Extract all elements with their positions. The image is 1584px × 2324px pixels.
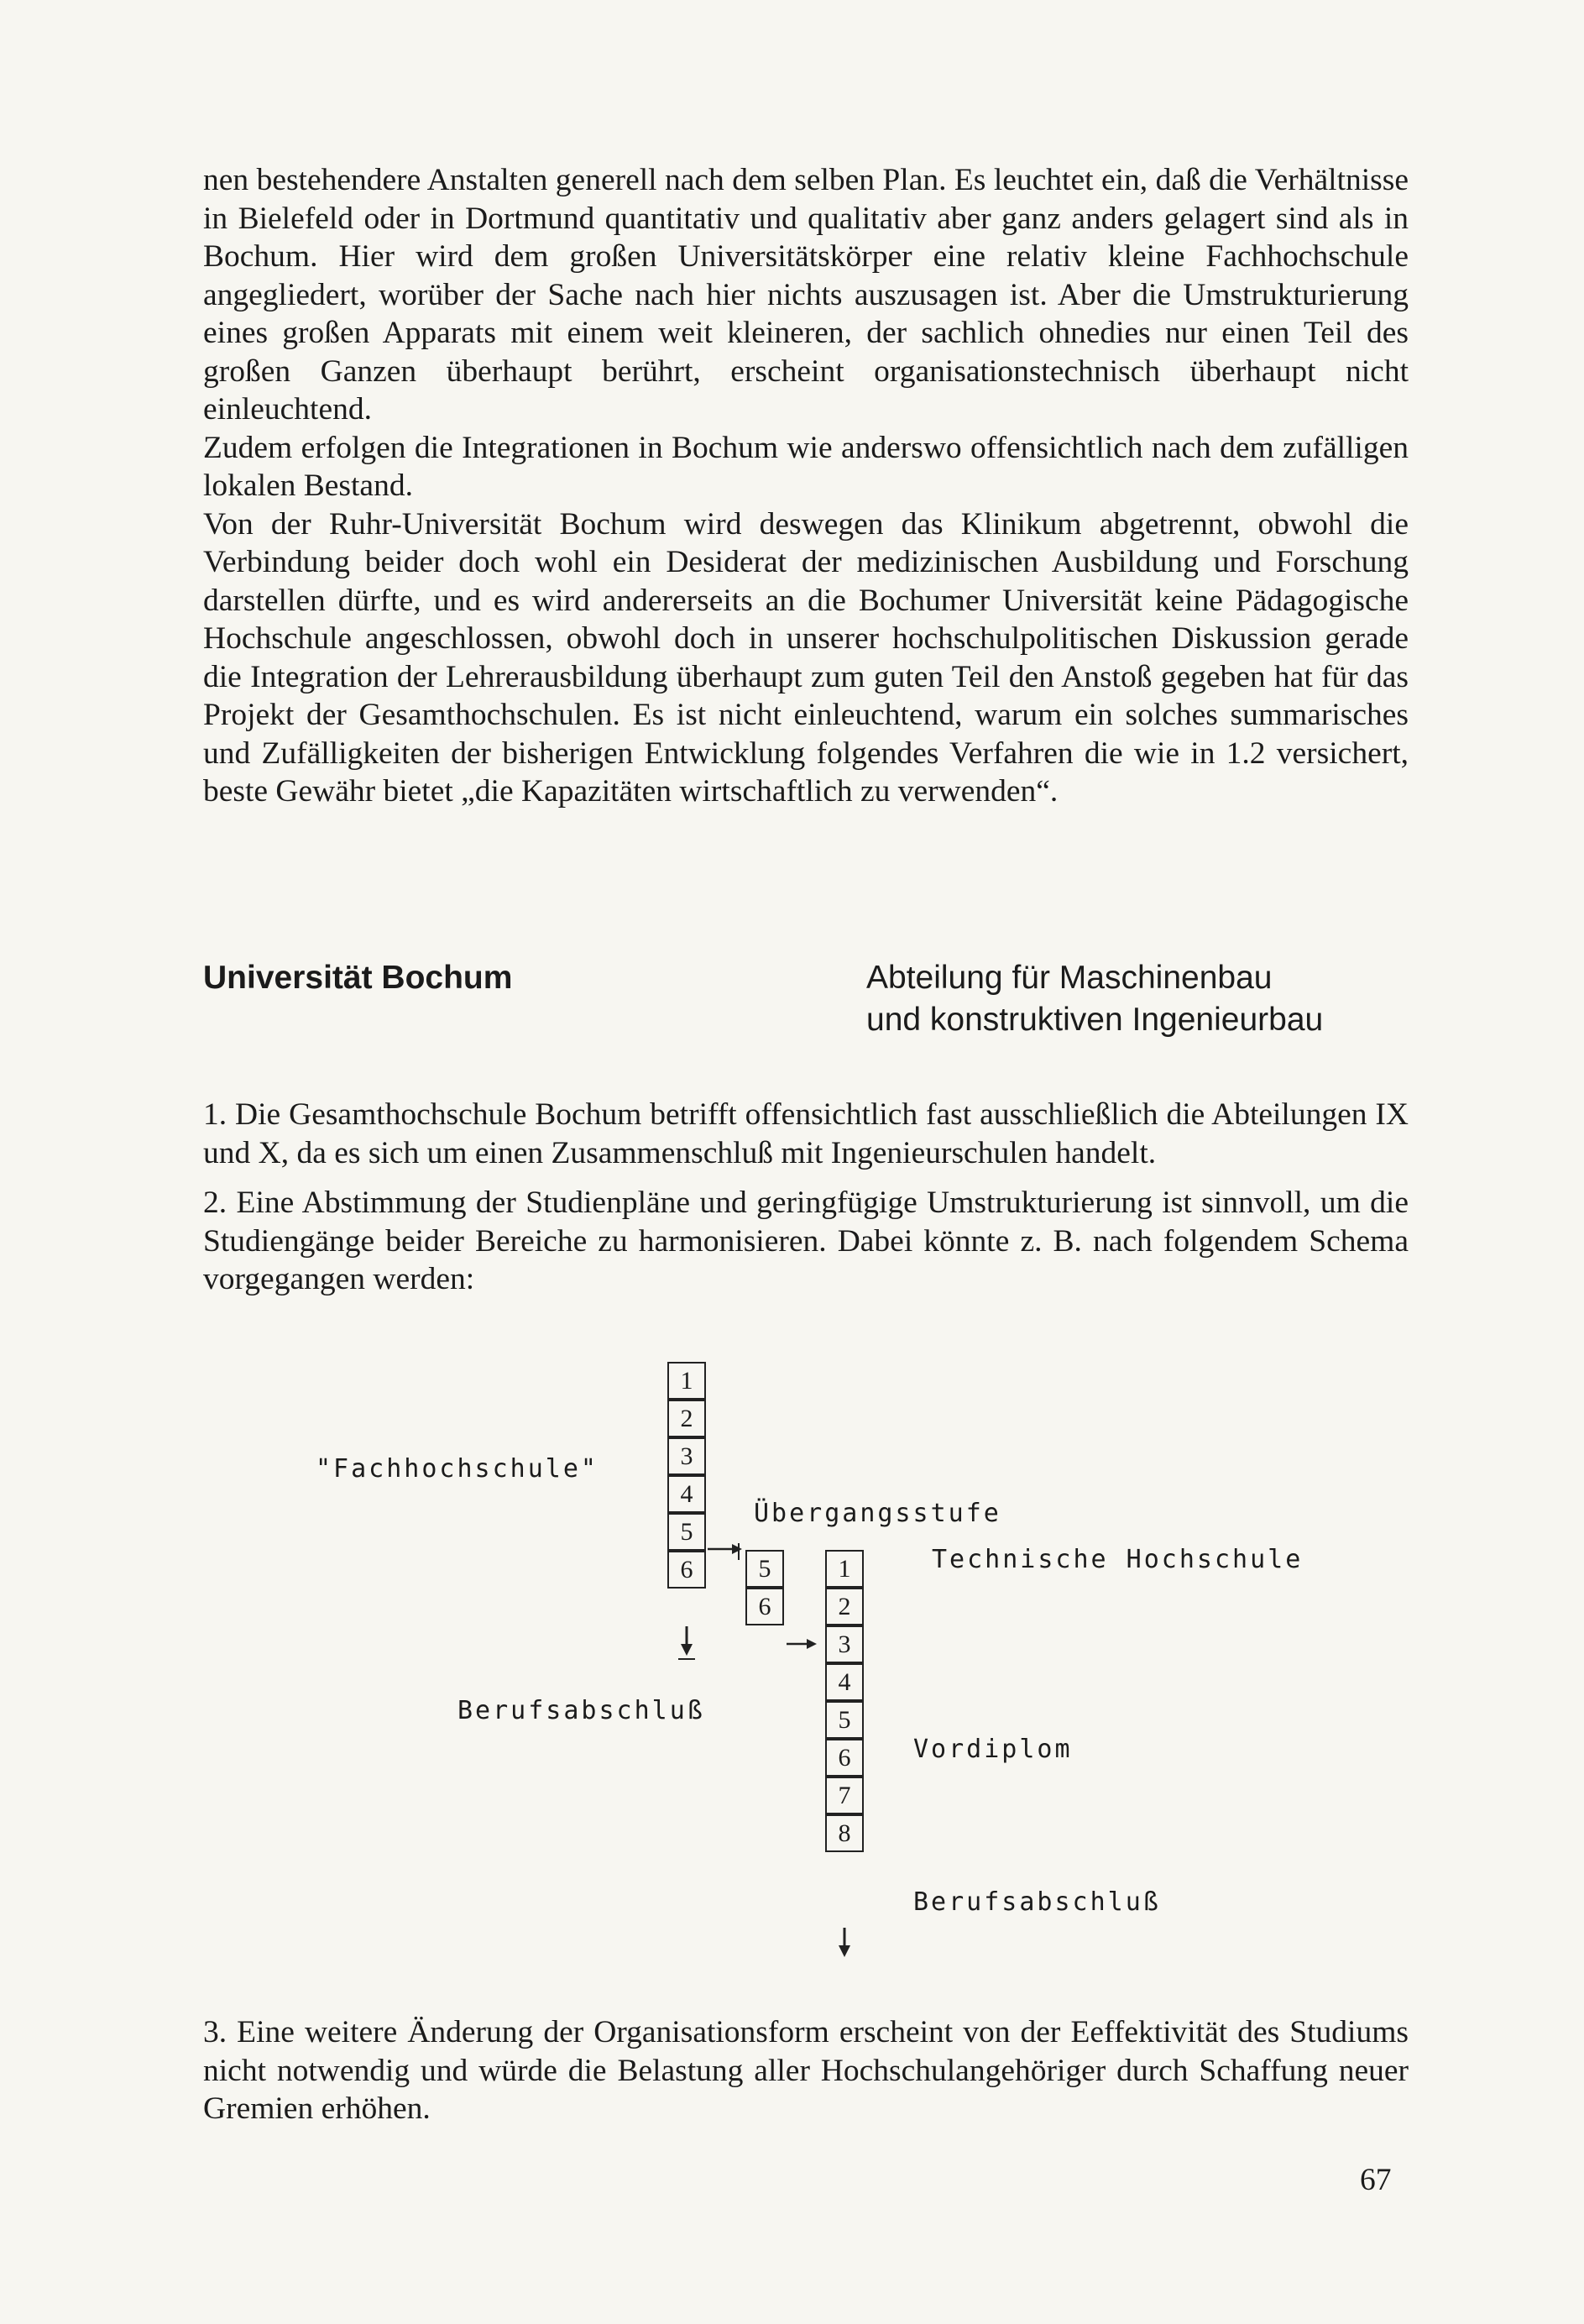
label-uebergangsstufe: Übergangsstufe xyxy=(754,1499,1001,1528)
col3-box-3: 3 xyxy=(825,1625,864,1663)
label-technische-hochschule: Technische Hochschule xyxy=(932,1545,1304,1574)
col1-box-3: 3 xyxy=(667,1437,706,1475)
col1-box-1: 1 xyxy=(667,1362,706,1400)
heading-right-line-1: Abteilung für Maschinenbau xyxy=(866,960,1273,996)
diagram-connectors xyxy=(0,1343,1584,1981)
col3-box-6: 6 xyxy=(825,1739,864,1777)
list-item-2: 2. Eine Abstimmung der Studienpläne und geringfügige Umstrukturierung ist sinnvoll, um die Studiengänge beider Bereiche zu harmonisieren. Dabei könnte z. B. nach folgendem Schema vorgegangen werden: xyxy=(203,1186,1409,1296)
label-fachhochschule: "Fachhochschule" xyxy=(316,1454,599,1484)
col3-box-4: 4 xyxy=(825,1663,864,1701)
col3-box-2: 2 xyxy=(825,1588,864,1625)
label-vordiplom: Vordiplom xyxy=(913,1735,1073,1764)
list-item-1: 1. Die Gesamthochschule Bochum betrifft offensichtlich fast ausschließlich die Abteilungen IX und X, da es sich um einen Zusammenschluß mit Ingenieurschulen handelt. xyxy=(203,1097,1409,1170)
heading-right-line-2: und konstruktiven Ingenieurbau xyxy=(866,1002,1324,1038)
intro-paragraph-2: Zudem erfolgen die Integrationen in Bochum wie anderswo offensichtlich nach dem zufälligen lokalen Bestand. xyxy=(203,430,1409,503)
label-berufsabschluss-left: Berufsabschluß xyxy=(457,1696,705,1725)
col2-box-5: 5 xyxy=(745,1550,784,1588)
arrow-col2-col3-head xyxy=(807,1639,817,1649)
section-heading-universitaet: Universität Bochum xyxy=(203,960,513,996)
study-scheme-diagram xyxy=(0,1343,1584,1981)
list-item-3: 3. Eine weitere Änderung der Organisationsform erscheint von der Eeffektivität des Studiums nicht notwendig und würde die Belastung aller Hochschulangehöriger durch Schaffung neuer Gremien erhöhen. xyxy=(203,2015,1409,2126)
col2-box-6: 6 xyxy=(745,1588,784,1625)
col1-box-4: 4 xyxy=(667,1475,706,1513)
col1-box-6: 6 xyxy=(667,1551,706,1589)
col3-box-8: 8 xyxy=(825,1814,864,1852)
section-heading-abteilung xyxy=(866,957,1420,1041)
intro-paragraph-3: Von der Ruhr-Universität Bochum wird deswegen das Klinikum abgetrennt, obwohl die Verbindung beider doch wohl ein Desiderat der medizinischen Ausbildung und Forschung darstellen dürfte, und es wird andererseits an die Bochumer Universität keine Pädagogische Hochschule angeschlossen, obwohl doch in unserer hochschulpolitischen Diskussion gerade die Integration der Lehrerausbildung überhaupt zum guten Teil den Anstoß gegeben hat für das Projekt der Gesamthochschulen. Es ist nicht einleuchtend, warum ein solches summarisches und Zufälligkeiten der bisherigen Entwicklung folgendes Verfahren die wie in 1.2 versichert, beste Gewähr bietet „die Kapazitäten wirtschaftlich zu verwenden“. xyxy=(203,506,1409,809)
arrow-down-col1-head xyxy=(681,1644,693,1656)
col3-box-5: 5 xyxy=(825,1701,864,1739)
label-berufsabschluss-right: Berufsabschluß xyxy=(913,1887,1161,1917)
col1-box-2: 2 xyxy=(667,1400,706,1437)
col3-box-7: 7 xyxy=(825,1777,864,1814)
col3-box-1: 1 xyxy=(825,1550,864,1588)
intro-text xyxy=(203,161,1409,811)
arrow-down-col3-head xyxy=(839,1945,850,1957)
page-number: 67 xyxy=(1360,2163,1392,2197)
intro-paragraph-1: nen bestehendere Anstalten generell nach dem selben Plan. Es leuchtet ein, daß die Verhältnisse in Bielefeld oder in Dortmund quantitativ und qualitativ aber ganz anders gelagert sind als in Bochum. Hier wird dem großen Universitätskörper eine relativ kleine Fachhochschule angegliedert, worüber der Sache nach hier nichts auszusagen ist. Aber die Umstrukturierung eines großen Apparats mit einem weit kleineren, der sachlich ohnedies nur einen Teil des großen Ganzen überhaupt berührt, erscheint organisationstechnisch überhaupt nicht einleuchtend. xyxy=(203,163,1409,427)
arrow-col1-col2-head xyxy=(732,1544,742,1554)
numbered-list xyxy=(203,1096,1409,1299)
col1-box-5: 5 xyxy=(667,1513,706,1551)
